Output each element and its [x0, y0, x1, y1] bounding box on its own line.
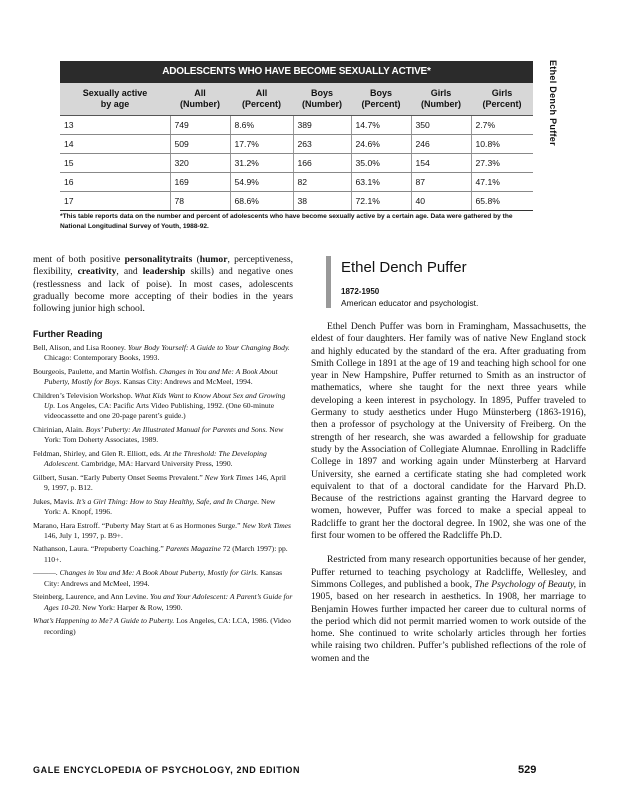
keyword-link[interactable]: humor: [199, 254, 228, 265]
header-boys-percent: Boys (Percent): [351, 83, 411, 116]
reference-item: Nathanson, Laura. “Prepuberty Coaching.” Parents Magazine 72 (March 1997): pp. 110+.: [33, 544, 288, 564]
keyword-link[interactable]: personality: [124, 254, 171, 265]
reference-item: Gilbert, Susan. “Early Puberty Onset Seems Prevalent.” New York Times 146, April 9, 1997, p. B12.: [33, 472, 287, 493]
reference-item: Chirinian, Alain. Boys’ Puberty: An Illustrated Manual for Parents and Sons. New York: Tom Doherty Associates, 1989.: [33, 424, 284, 445]
table-cell: 246: [411, 135, 471, 154]
table-cell: 47.1%: [471, 173, 533, 192]
table-cell: 68.6%: [230, 192, 293, 211]
table-cell: 63.1%: [351, 173, 411, 192]
table-cell: 263: [293, 135, 351, 154]
header-girls-number: Girls (Number): [411, 83, 471, 116]
table-cell: 8.6%: [230, 116, 293, 135]
table-cell: 17: [60, 192, 170, 211]
table-cell: 350: [411, 116, 471, 135]
header-all-percent: All (Percent): [230, 83, 293, 116]
table-cell: 87: [411, 173, 471, 192]
accent-bar: [326, 256, 331, 308]
header-all-number: All (Number): [170, 83, 230, 116]
reference-item: Bourgeois, Paulette, and Martin Wolfish. Changes in You and Me: A Book About Puberty, Mostly for Boys. Kansas City: Andrews and McMeel, 1994.: [33, 366, 278, 387]
table-cell: 54.9%: [230, 173, 293, 192]
table-footnote: *This table reports data on the number and percent of adolescents who have become sexually active by a certain age. Data were gathered by the National Longitudinal Survey of Youth, 1988-92.: [60, 213, 513, 230]
body-paragraph: Ethel Dench Puffer was born in Framingham, Massachusetts, the eldest of four daughters. Her family was of native New England stock and highly educated by the standard of the era. After graduating from Smith College in 1891 at the age of 19 and teaching high school for one year in New Hampshire, Puffer returned to Smith as an instructor of mathematics, where she taught for the next three years while developing a keen interest in psychology. In 1895, Puffer traveled to Germany to study aesthetics under Hugo Münsterberg (1863-1916), then a professor of psychology at the University of Freiberg. On the strength of her research, she was awarded a fellowship for graduate study by the Association of Collegiate Alumnae. Enrolling in Radcliffe College in 1897 and working again under Münsterberg at Harvard University, she earned a certificate stating she had completed work equivalent to that of a doctoral candidate for the Harvard Ph.D. Because of the restrictions against granting the Harvard degree to women, however, Puffer was forced to make a special appeal to Radcliffe to grant her the doctoral degree. In 1902, she was one of the first four women to be offered the Radcliffe Ph.D.: [311, 321, 586, 542]
table-cell: 27.3%: [471, 154, 533, 173]
table-cell: 14: [60, 135, 170, 154]
table-row: [60, 135, 533, 154]
reference-item: Feldman, Shirley, and Glen R. Elliott, eds. At the Threshold: The Developing Adolescent. Cambridge, MA: Harvard University Press, 1990.: [33, 448, 267, 469]
table-cell: 169: [170, 173, 230, 192]
biography-years: 1872-1950: [341, 287, 380, 296]
table-header-row: [60, 83, 533, 116]
table-cell: 509: [170, 135, 230, 154]
table-cell: 10.8%: [471, 135, 533, 154]
body-paragraph: Restricted from many research opportunities because of her gender, Puffer returned to teaching psychology at Radcliffe, Wellesley, and Simmons Colleges, and published a book, The Psychology of Beauty, in 1905, based on her research in aesthetics. In 1908, her marriage to Benjamin Howes further impacted her career due to cultural norms of the period which did not permit married women to work outside of the home. She continued to write scholarly articles through her forties while raising two children. Puffer’s published reflections of the role of women and the: [311, 554, 586, 664]
table-cell: 72.1%: [351, 192, 411, 211]
table-cell: 82: [293, 173, 351, 192]
left-column: [33, 254, 293, 640]
table-cell: 78: [170, 192, 230, 211]
table-cell: 40: [411, 192, 471, 211]
reference-item: ———. Changes in You and Me: A Book About Puberty, Mostly for Girls. Kansas City: Andrews and McMeel, 1994.: [33, 568, 283, 588]
table-cell: 15: [60, 154, 170, 173]
table-cell: 24.6%: [351, 135, 411, 154]
reference-item: What’s Happening to Me? A Guide to Puberty. Los Angeles, CA: LCA, 1986. (Video recording): [33, 616, 291, 636]
header-girls-percent: Girls (Percent): [471, 83, 533, 116]
table-cell: 17.7%: [230, 135, 293, 154]
table-title: ADOLESCENTS WHO HAVE BECOME SEXUALLY ACTIVE*: [60, 61, 533, 83]
table-cell: 749: [170, 116, 230, 135]
reference-item: Children’s Television Workshop. What Kids Want to Know About Sex and Growing Up. Los Angeles, CA: Pacific Arts Video Publishing, 1992. (One 60-minute videocassette and one 20-page parent’s guide.): [33, 390, 286, 421]
body-paragraph: ment of both positive personalitytraits (humor, perceptiveness, flexibility, creativity, and leadership skills) and negative ones (restlessness and lack of poise). In most cases, adolescents gradually become more accepting of their bodies in the years following junior high school.: [33, 254, 294, 315]
biography-description: American educator and psychologist.: [341, 298, 479, 308]
data-table: [60, 83, 533, 211]
table-cell: 16: [60, 173, 170, 192]
keyword-link[interactable]: creativity: [77, 266, 117, 278]
table-cell: 166: [293, 154, 351, 173]
right-column: [311, 321, 586, 665]
table-cell: 38: [293, 192, 351, 211]
reference-item: Steinberg, Laurence, and Ann Levine. You and Your Adolescent: A Parent’s Guide for Ages 10-20. New York: Harper & Row, 1990.: [33, 592, 293, 612]
reference-item: Marano, Hara Estroff. “Puberty May Start at 6 as Hormones Surge.” New York Times 146, July 1, 1997, p. B9+.: [33, 520, 292, 540]
table-cell: 31.2%: [230, 154, 293, 173]
table-row: [60, 192, 533, 211]
reference-item: Jukes, Mavis. It’s a Girl Thing: How to Stay Healthy, Safe, and In Charge. New York: A. Knopf, 1996.: [33, 496, 276, 517]
table-row: [60, 173, 533, 192]
table-cell: 389: [293, 116, 351, 135]
header-age: Sexually active by age: [60, 83, 170, 116]
page-number: 529: [518, 764, 537, 776]
table-row: [60, 154, 533, 173]
table-cell: 13: [60, 116, 170, 135]
table-cell: 65.8%: [471, 192, 533, 211]
table-cell: 14.7%: [351, 116, 411, 135]
header-boys-number: Boys (Number): [293, 83, 351, 116]
table-cell: 154: [411, 154, 471, 173]
table-cell: 35.0%: [351, 154, 411, 173]
table-row: [60, 116, 533, 135]
table-cell: 320: [170, 154, 230, 173]
footer-title: GALE ENCYCLOPEDIA OF PSYCHOLOGY, 2ND EDITION: [33, 765, 301, 775]
keyword-link[interactable]: traits: [170, 254, 193, 265]
biography-title: Ethel Dench Puffer: [341, 259, 467, 276]
reference-item: Bell, Alison, and Lisa Rooney. Your Body Yourself: A Guide to Your Changing Body. Chicago: Contemporary Books, 1993.: [33, 342, 290, 363]
keyword-link[interactable]: leadership: [142, 266, 186, 278]
table-cell: 2.7%: [471, 116, 533, 135]
further-reading-heading: Further Reading: [33, 329, 103, 340]
running-head: Ethel Dench Puffer: [548, 60, 558, 146]
